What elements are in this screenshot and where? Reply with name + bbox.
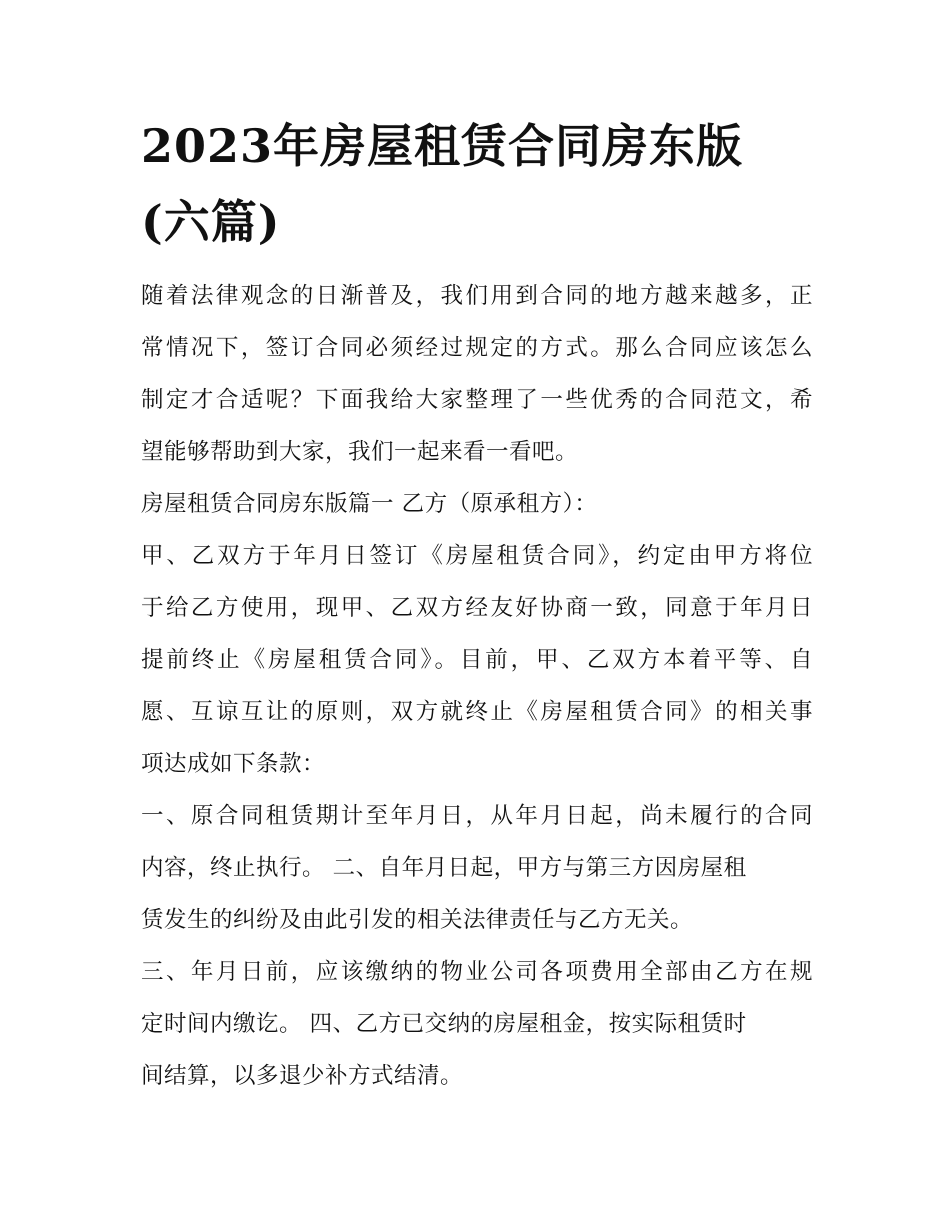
- text-line: 房屋租赁合同房东版篇一 乙方（原承租方）：: [141, 491, 598, 517]
- document-title: [141, 108, 813, 260]
- body-paragraph: [141, 946, 813, 1102]
- document-page: [141, 108, 813, 1102]
- text-line: 一、原合同租赁期计至年月日，从年月日起，尚未履行的合同: [141, 803, 813, 829]
- text-line: 项达成如下条款：: [141, 751, 326, 777]
- text-line: 赁发生的纠纷及由此引发的相关法律责任与乙方无关。: [141, 907, 694, 933]
- text-line: 于给乙方使用，现甲、乙双方经友好协商一致，同意于年月日: [141, 595, 813, 621]
- intro-paragraph: [141, 270, 813, 478]
- text-line: 间结算，以多退少补方式结清。: [141, 1063, 464, 1089]
- text-line: 制定才合适呢？下面我给大家整理了一些优秀的合同范文，希: [141, 387, 813, 413]
- body-paragraph: [141, 790, 813, 946]
- body-paragraph: [141, 530, 813, 790]
- title-line: (六篇): [141, 195, 281, 249]
- text-line: 愿、互谅互让的原则，双方就终止《房屋租赁合同》的相关事: [141, 699, 813, 725]
- text-line: 定时间内缴讫。 四、乙方已交纳的房屋租金，按实际租赁时: [141, 1011, 747, 1037]
- text-line: 望能够帮助到大家，我们一起来看一看吧。: [141, 439, 579, 465]
- section-heading: [141, 478, 813, 530]
- text-line: 随着法律观念的日渐普及，我们用到合同的地方越来越多，正: [141, 283, 813, 309]
- text-line: 三、年月日前，应该缴纳的物业公司各项费用全部由乙方在规: [141, 959, 813, 985]
- text-line: 提前终止《房屋租赁合同》。目前，甲、乙双方本着平等、自: [141, 647, 813, 673]
- text-line: 内容，终止执行。 二、自年月日起，甲方与第三方因房屋租: [141, 855, 747, 881]
- text-line: 甲、乙双方于年月日签订《房屋租赁合同》，约定由甲方将位: [141, 543, 813, 569]
- text-line: 常情况下，签订合同必须经过规定的方式。那么合同应该怎么: [141, 335, 813, 361]
- title-line: 2023年房屋租赁合同房东版: [141, 119, 744, 173]
